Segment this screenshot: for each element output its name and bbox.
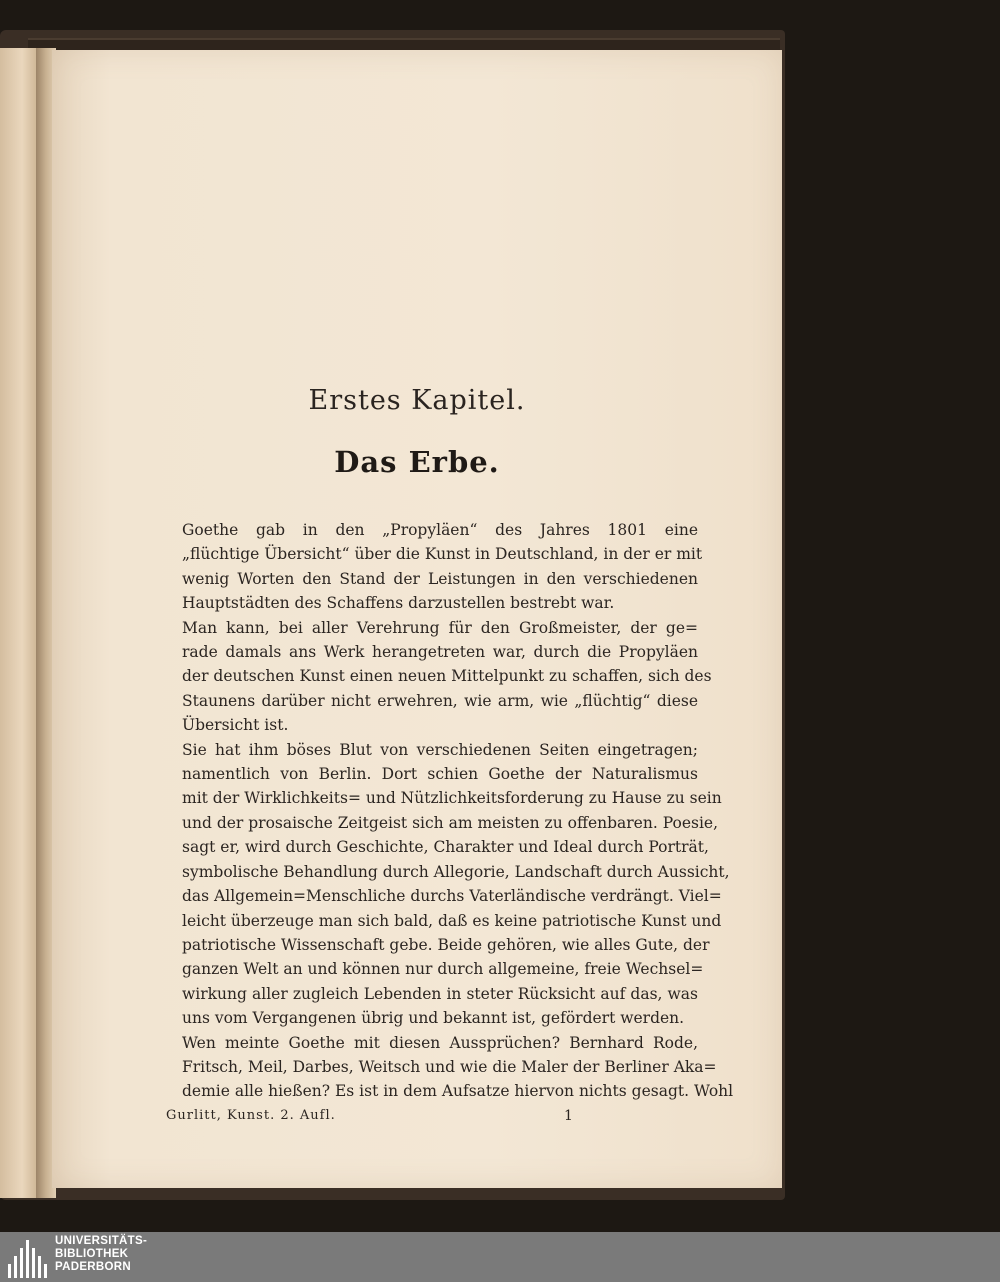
text-line: uns vom Vergangenen übrig und bekannt ist, gefördert werden. xyxy=(182,1009,685,1028)
library-banner xyxy=(0,1232,1000,1282)
book-page xyxy=(52,50,782,1188)
text-line: „flüchtige Übersicht“ über die Kunst in Deutschland, in der er mit xyxy=(182,545,703,564)
library-name-line: PADERBORN xyxy=(55,1261,131,1273)
library-name-line: BIBLIOTHEK xyxy=(55,1248,129,1260)
text-line: Sie hat ihm böses Blut von verschiedenen Seiten eingetragen; xyxy=(182,740,698,759)
text-line: Hauptstädten des Schaffens darzustellen bestrebt war. xyxy=(182,594,615,613)
text-line: Goethe gab in den „Propyläen“ des Jahres 1801 eine xyxy=(182,521,698,539)
text-line: das Allgemein=Menschliche durchs Vaterländische verdrängt. Viel= xyxy=(182,887,722,906)
text-line: Übersicht ist. xyxy=(182,716,289,735)
text-line: rade damals ans Werk herangetreten war, durch die Propyläen xyxy=(182,643,698,662)
text-line: namentlich von Berlin. Dort schien Goethe der Naturalismus xyxy=(182,765,698,784)
text-line: wirkung aller zugleich Lebenden in steter Rücksicht auf das, was xyxy=(182,984,698,1003)
text-line: leicht überzeuge man sich bald, daß es keine patriotische Kunst und xyxy=(182,911,722,930)
text-line: patriotische Wissenschaft gebe. Beide gehören, wie alles Gute, der xyxy=(182,935,710,954)
library-name xyxy=(55,1235,147,1274)
text-line: der deutschen Kunst einen neuen Mittelpunkt zu schaffen, sich des xyxy=(182,667,712,686)
text-line: ganzen Welt an und können nur durch allgemeine, freie Wechsel= xyxy=(182,960,704,979)
text-line: demie alle hießen? Es ist in dem Aufsatze hiervon nichts gesagt. Wohl xyxy=(182,1082,734,1101)
paragraph xyxy=(138,518,703,616)
text-line: Wen meinte Goethe mit diesen Aussprüchen? Bernhard Rode, xyxy=(182,1033,698,1052)
page-number: 1 xyxy=(564,1108,573,1124)
text-line: Man kann, bei aller Verehrung für den Großmeister, der ge= xyxy=(182,618,698,637)
text-line: Fritsch, Meil, Darbes, Weitsch und wie die Maler der Berliner Aka= xyxy=(182,1057,717,1076)
paragraph xyxy=(138,616,712,738)
body-text xyxy=(138,518,734,1104)
text-line: sagt er, wird durch Geschichte, Charakter und Ideal durch Porträt, xyxy=(182,838,709,857)
chapter-title: Das Erbe. xyxy=(334,445,500,479)
text-line: symbolische Behandlung durch Allegorie, Landschaft durch Aussicht, xyxy=(182,862,730,881)
text-line: mit der Wirklichkeits= und Nützlichkeitsforderung zu Hause zu sein xyxy=(182,789,722,808)
text-line: und der prosaische Zeitgeist sich am meisten zu offenbaren. Poesie, xyxy=(182,813,719,832)
library-bars-logo-icon xyxy=(6,1236,46,1278)
text-line: wenig Worten den Stand der Leistungen in den verschiedenen xyxy=(182,569,698,588)
left-facing-page-edge xyxy=(0,48,40,1198)
chapter-label: Erstes Kapitel. xyxy=(308,385,526,416)
paragraph xyxy=(138,738,730,1031)
text-line: Staunens darüber nicht erwehren, wie arm, wie „flüchtig“ diese xyxy=(182,691,698,710)
library-name-line: UNIVERSITÄTS- xyxy=(55,1235,148,1247)
footer-signature: Gurlitt, Kunst. 2. Aufl. xyxy=(166,1108,336,1123)
paragraph xyxy=(138,1031,734,1104)
